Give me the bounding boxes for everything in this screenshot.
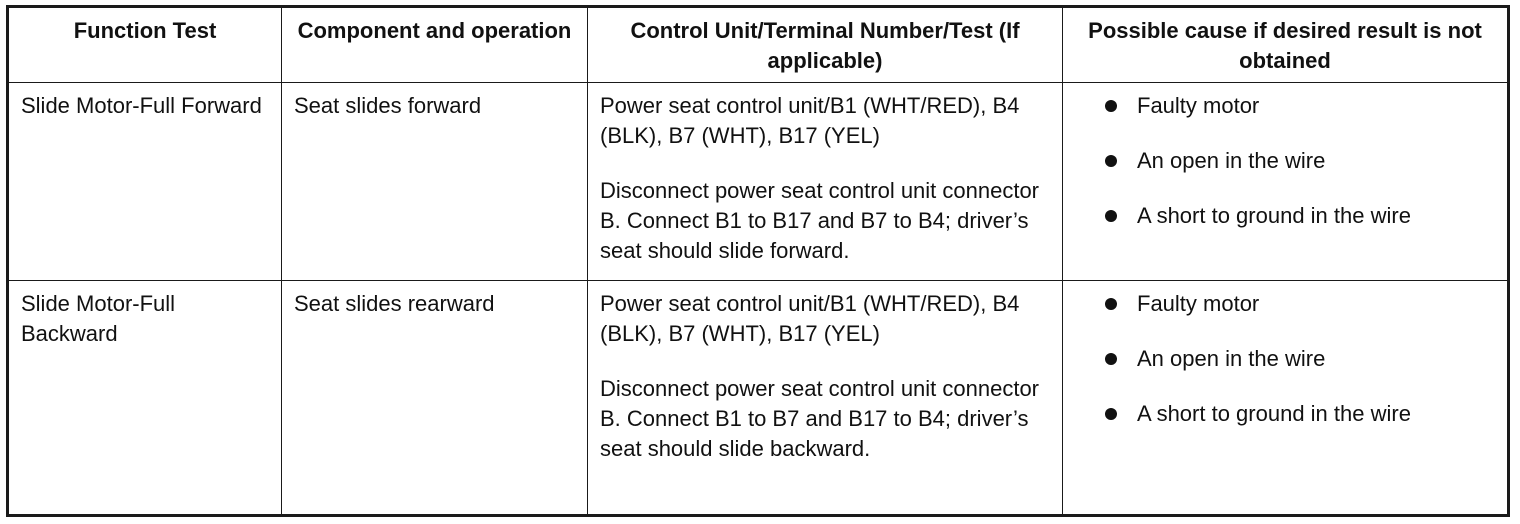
cause-text: Faulty motor	[1137, 93, 1260, 118]
cause-item	[1105, 146, 1495, 176]
possible-cause-cell	[1063, 281, 1509, 516]
cause-list	[1075, 91, 1495, 231]
cause-text: Faulty motor	[1137, 291, 1260, 316]
bullet-icon	[1105, 210, 1117, 222]
cause-list	[1075, 289, 1495, 429]
header-row	[8, 7, 1509, 83]
cause-item	[1105, 289, 1495, 319]
bullet-icon	[1105, 100, 1117, 112]
bullet-icon	[1105, 353, 1117, 365]
function-test-cell: Slide Motor-Full Backward	[8, 281, 282, 516]
control-unit-cell	[588, 83, 1063, 281]
component-cell: Seat slides rearward	[282, 281, 588, 516]
component-cell: Seat slides forward	[282, 83, 588, 281]
cause-item	[1105, 201, 1495, 231]
table-row	[8, 281, 1509, 516]
test-procedure: Disconnect power seat control unit connector B. Connect B1 to B17 and B7 to B4; driver’s seat should slide forward.	[600, 178, 1040, 263]
cause-item	[1105, 91, 1495, 121]
table-row	[8, 83, 1509, 281]
diagnostic-table	[6, 5, 1510, 517]
function-test-cell: Slide Motor-Full Forward	[8, 83, 282, 281]
cause-item	[1105, 399, 1495, 429]
header-possible-cause: Possible cause if desired result is not obtained	[1063, 7, 1509, 83]
control-unit-terminals: Power seat control unit/B1 (WHT/RED), B4 (BLK), B7 (WHT), B17 (YEL)	[600, 93, 1020, 148]
bullet-icon	[1105, 155, 1117, 167]
possible-cause-cell	[1063, 83, 1509, 281]
cause-text: An open in the wire	[1137, 148, 1326, 173]
cause-item	[1105, 344, 1495, 374]
cause-text: A short to ground in the wire	[1137, 203, 1411, 228]
test-procedure: Disconnect power seat control unit connector B. Connect B1 to B7 and B17 to B4; driver’s seat should slide backward.	[600, 376, 1040, 461]
bullet-icon	[1105, 408, 1117, 420]
control-unit-terminals: Power seat control unit/B1 (WHT/RED), B4 (BLK), B7 (WHT), B17 (YEL)	[600, 291, 1020, 346]
header-control-unit: Control Unit/Terminal Number/Test (If applicable)	[588, 7, 1063, 83]
control-unit-cell	[588, 281, 1063, 516]
header-function-test: Function Test	[8, 7, 282, 83]
cause-text: A short to ground in the wire	[1137, 401, 1411, 426]
cause-text: An open in the wire	[1137, 346, 1326, 371]
header-component-operation: Component and operation	[282, 7, 588, 83]
bullet-icon	[1105, 298, 1117, 310]
